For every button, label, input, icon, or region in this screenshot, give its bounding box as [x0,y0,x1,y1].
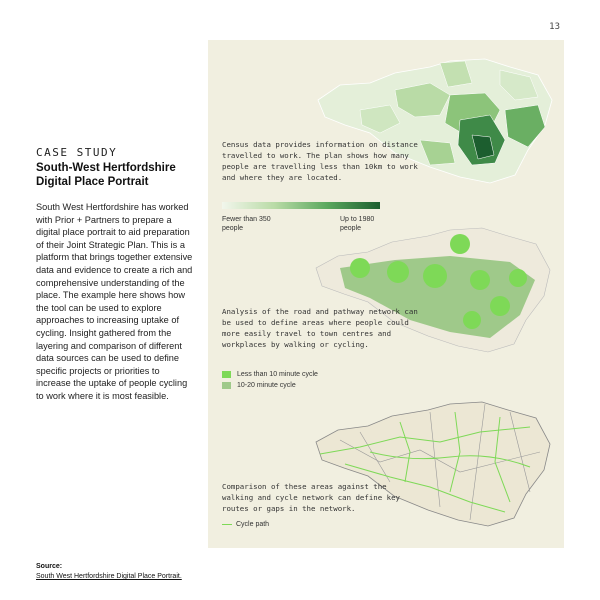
page-number: 13 [549,22,560,32]
census-legend-max: Up to 1980 people [340,216,375,232]
census-legend-ramp [222,202,380,209]
legend-label-cycle-path: Cycle path [236,521,270,528]
cycle-catchment-caption: Analysis of the road and pathway network can be used to define areas where people could more easily travel to town centres and workplaces by walking or cycling. [222,307,418,349]
case-study-body: South West Hertfordshire has worked with Prior + Partners to prepare a digital place portrait to aid preparation of their Joint Strategic Plan. This is a platform that brings together extensive data and evidence to create a rich and comprehensive understanding of the place. The example here shows how the tool can be used to explore approaches to increasing uptake of cycling. Insight gathered from the layering and comparison of different data sources can be used to define specific projects or priorities to increase the uptake of people cycling to work where it is most feasible. [36,202,193,401]
source-label: Source: [36,563,63,570]
title-line-1: South-West Hertfordshire [36,162,176,174]
case-study-title [36,161,196,189]
case-study-kicker: CASE STUDY [36,146,118,159]
legend-swatch-10-20 [222,382,231,389]
cycle-network-map [300,392,560,537]
legend-label-less-10: Less than 10 minute cycle [237,371,318,378]
legend-swatch-cycle-path [222,524,232,525]
case-study-column [36,146,196,403]
census-legend-min: Fewer than 350 people [222,216,271,232]
cycle-network-caption: Comparison of these areas against the walking and cycle network can define key routes or gaps in the network. [222,482,400,513]
legend-label-10-20: 10-20 minute cycle [237,382,296,389]
legend-cycle-path [222,521,269,528]
legend-less-10 [222,371,318,378]
source-note [36,562,182,582]
legend-swatch-less-10 [222,371,231,378]
source-link[interactable]: South West Hertfordshire Digital Place Portrait. [36,573,182,580]
legend-10-20 [222,382,296,389]
census-caption: Census data provides information on distance travelled to work. The plan shows how many people are travelling less than 10km to work and where they are located. [222,140,418,182]
title-line-2: Digital Place Portrait [36,176,149,188]
